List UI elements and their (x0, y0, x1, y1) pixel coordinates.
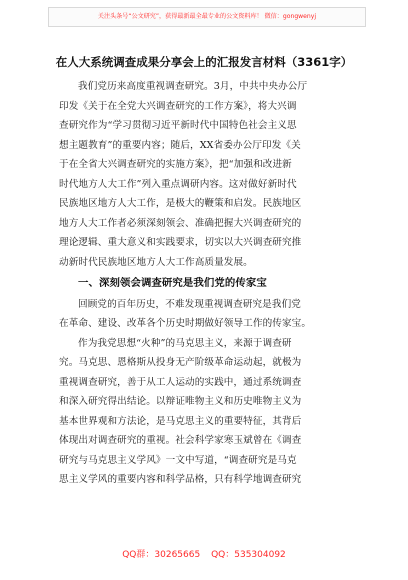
text-line: 印发《关于在全党大兴调查研究的工作方案》，将大兴调 (59, 100, 297, 112)
text-line: 作为我党思想“火种”的马克思主义，来源于调查研 (78, 337, 292, 349)
header-banner: 关注头条号“公文研究”，获得最新最全最专业的公文资料库！ 微信：gongwenyj (48, 7, 366, 27)
text-line: 回顾党的百年历史，不难发现重视调查研究是我们党 (78, 298, 301, 310)
text-line: 动新时代民族地区地方人大工作高质量发展。 (59, 256, 253, 268)
text-line: 想主题教育”的重要内容；随后，XX省委办公厅印发《关 (59, 139, 301, 151)
text-line: 于在全省大兴调查研究的实施方案》，把“加强和改进新 (59, 159, 292, 170)
paragraph-1 (59, 77, 353, 272)
text-line: 时代地方人大工作”列入重点调研内容。这对做好新时代 (59, 178, 297, 190)
document-body (59, 77, 353, 490)
text-line: 在革命、建设、改革各个历史时期做好领导工作的传家宝。 (59, 318, 312, 329)
document-title: 在人大系统调查成果分享会上的汇报发言材料（3361字） (55, 55, 353, 69)
text-line: 我们党历来高度重视调查研究。3月，中共中央办公厅 (78, 81, 308, 92)
section-heading: 一、深刻领会调查研究是我们党的传家宝 (78, 277, 267, 289)
paragraph-3 (59, 334, 353, 490)
text-line: 思主义学风的重要内容和科学品格，只有科学地调查研究 (59, 474, 302, 485)
text-line: 体现出对调查研究的重视。社会科学家寒玉斌曾在《调查 (59, 435, 302, 446)
text-line: 地方人大工作者必须深刻领会、准确把握大兴调查研究的 (59, 217, 302, 229)
text-line: 究。马克思、恩格斯从投身无产阶级革命运动起，就极为 (59, 357, 302, 368)
text-line: 研究与马克思主义学风》一文中写道，“调查研究是马克 (59, 454, 297, 466)
qq-label: QQ：535304092 (211, 550, 286, 560)
paragraph-2 (59, 295, 353, 334)
text-line: 重视调查研究，善于从工人运动的实践中，通过系统调查 (59, 376, 302, 388)
text-line: 基本世界观和方法论，是马克思主义的重要特征，其背后 (59, 415, 302, 427)
text-line: 民族地区地方人大工作，是极大的鞭策和启发。民族地区 (59, 198, 302, 209)
qq-group-label: QQ群：30265665 (122, 550, 201, 560)
text-line: 和深入研究得出结论。以辩证唯物主义和历史唯物主义为 (59, 396, 302, 407)
text-line: 理论逻辑、重大意义和实践要求，切实以大兴调查研究推 (59, 237, 302, 248)
footer-contact (0, 547, 408, 560)
text-line: 查研究作为“学习贯彻习近平新时代中国特色社会主义思 (59, 120, 297, 131)
